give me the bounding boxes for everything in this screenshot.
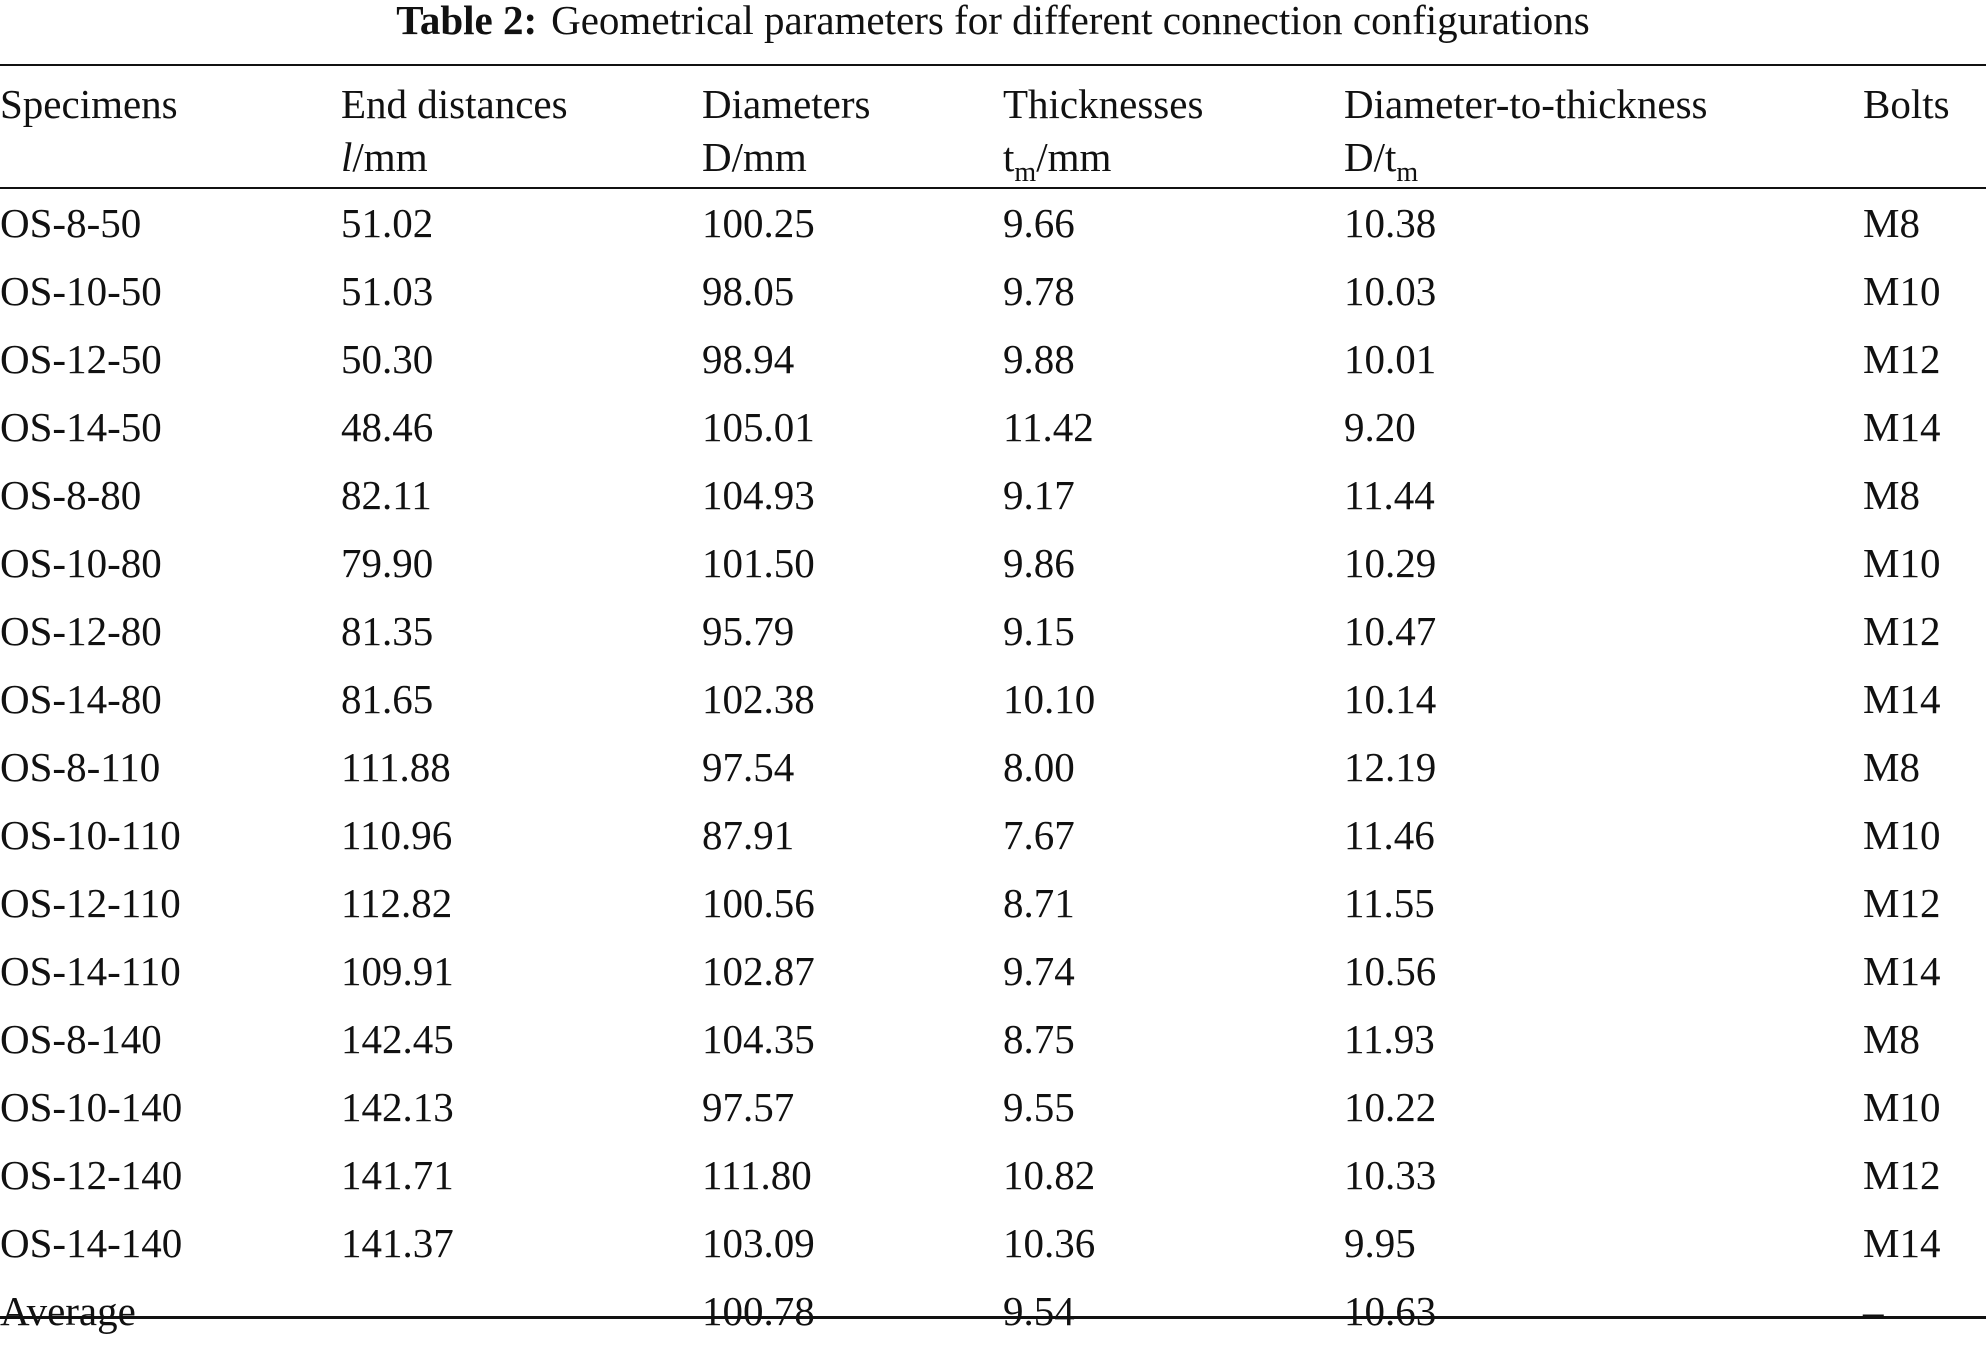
cell-bolt: M12 xyxy=(1863,336,1941,382)
cell-bolt: M12 xyxy=(1863,608,1941,654)
cell-specimen: OS-10-80 xyxy=(0,540,162,586)
cell-diameter-to-thickness: 11.44 xyxy=(1344,472,1435,518)
cell-diameter: 98.94 xyxy=(702,336,795,382)
cell-diameter-to-thickness: 9.20 xyxy=(1344,404,1416,450)
cell-specimen: OS-12-50 xyxy=(0,336,162,382)
cell-thickness: 9.54 xyxy=(1003,1288,1075,1334)
cell-specimen: OS-10-110 xyxy=(0,812,181,858)
cell-thickness: 8.00 xyxy=(1003,744,1075,790)
cell-diameter-to-thickness: 10.14 xyxy=(1344,676,1437,722)
cell-diameter-to-thickness: 10.63 xyxy=(1344,1288,1437,1334)
header-subscript: m xyxy=(1014,157,1037,188)
table-caption-text: Geometrical parameters for different connection configurations xyxy=(551,0,1590,43)
cell-thickness: 8.75 xyxy=(1003,1016,1075,1062)
header-line1: Thicknesses xyxy=(1003,81,1204,127)
table-row xyxy=(0,325,1986,393)
table-row xyxy=(0,461,1986,529)
table-row xyxy=(0,937,1986,1005)
cell-bolt: M14 xyxy=(1863,404,1941,450)
cell-end-distance: 142.45 xyxy=(341,1016,454,1062)
table-row xyxy=(0,665,1986,733)
table-caption xyxy=(0,0,1986,43)
cell-end-distance: 51.02 xyxy=(341,200,434,246)
cell-diameter: 111.80 xyxy=(702,1152,812,1198)
cell-diameter: 87.91 xyxy=(702,812,795,858)
table-row xyxy=(0,1141,1986,1209)
table-row xyxy=(0,869,1986,937)
header-subscript: m xyxy=(1396,157,1419,188)
table-row xyxy=(0,597,1986,665)
table-row xyxy=(0,733,1986,801)
cell-bolt: M14 xyxy=(1863,948,1941,994)
cell-specimen: Average xyxy=(0,1288,136,1334)
cell-bolt: M8 xyxy=(1863,200,1920,246)
cell-end-distance: 48.46 xyxy=(341,404,434,450)
cell-end-distance: 50.30 xyxy=(341,336,434,382)
table-row xyxy=(0,1073,1986,1141)
header-line2 xyxy=(1344,131,1863,189)
cell-specimen: OS-10-140 xyxy=(0,1084,183,1130)
table-row xyxy=(0,393,1986,461)
cell-thickness: 9.74 xyxy=(1003,948,1075,994)
header-specimens xyxy=(0,78,341,189)
cell-thickness: 7.67 xyxy=(1003,812,1075,858)
cell-diameter: 97.54 xyxy=(702,744,795,790)
cell-bolt: M10 xyxy=(1863,540,1941,586)
cell-thickness: 9.88 xyxy=(1003,336,1075,382)
cell-diameter: 104.93 xyxy=(702,472,815,518)
cell-specimen: OS-14-140 xyxy=(0,1220,183,1266)
header-thicknesses xyxy=(1003,78,1344,189)
cell-thickness: 9.55 xyxy=(1003,1084,1075,1130)
cell-diameter: 100.25 xyxy=(702,200,815,246)
cell-diameter: 102.38 xyxy=(702,676,815,722)
header-symbol: l xyxy=(341,134,353,180)
cell-thickness: 8.71 xyxy=(1003,880,1075,926)
cell-end-distance: 141.71 xyxy=(341,1152,454,1198)
cell-end-distance: 110.96 xyxy=(341,812,453,858)
cell-thickness: 9.15 xyxy=(1003,608,1075,654)
table-top-rule xyxy=(0,64,1986,66)
cell-end-distance: 82.11 xyxy=(341,472,432,518)
cell-specimen: OS-12-140 xyxy=(0,1152,183,1198)
header-end-distances xyxy=(341,78,702,189)
header-bolts xyxy=(1863,78,1986,189)
cell-bolt: M8 xyxy=(1863,1016,1920,1062)
cell-diameter-to-thickness: 10.03 xyxy=(1344,268,1437,314)
cell-bolt: M10 xyxy=(1863,812,1941,858)
header-line1: Diameter-to-thickness xyxy=(1344,81,1708,127)
cell-specimen: OS-12-80 xyxy=(0,608,162,654)
table-row xyxy=(0,1005,1986,1073)
cell-diameter-to-thickness: 11.93 xyxy=(1344,1016,1435,1062)
cell-end-distance: 81.35 xyxy=(341,608,434,654)
cell-diameter-to-thickness: 10.47 xyxy=(1344,608,1437,654)
header-line2 xyxy=(341,131,702,184)
cell-end-distance: 109.91 xyxy=(341,948,454,994)
cell-diameter-to-thickness: 10.38 xyxy=(1344,200,1437,246)
cell-specimen: OS-12-110 xyxy=(0,880,181,926)
header-diameter-to-thickness xyxy=(1344,78,1863,189)
cell-thickness: 11.42 xyxy=(1003,404,1094,450)
cell-specimen: OS-10-50 xyxy=(0,268,162,314)
cell-diameter-to-thickness: 10.01 xyxy=(1344,336,1437,382)
table-header-row xyxy=(0,78,1986,189)
parameters-table xyxy=(0,78,1986,1345)
cell-thickness: 9.78 xyxy=(1003,268,1075,314)
table-row xyxy=(0,529,1986,597)
cell-end-distance xyxy=(341,1277,702,1345)
cell-end-distance: 51.03 xyxy=(341,268,434,314)
cell-diameter: 104.35 xyxy=(702,1016,815,1062)
table-row xyxy=(0,801,1986,869)
header-diameters xyxy=(702,78,1003,189)
cell-thickness: 9.66 xyxy=(1003,200,1075,246)
header-unit: /mm xyxy=(352,134,428,180)
cell-bolt: M12 xyxy=(1863,1152,1941,1198)
cell-end-distance: 141.37 xyxy=(341,1220,454,1266)
header-line1: Diameters xyxy=(702,81,871,127)
cell-end-distance: 81.65 xyxy=(341,676,434,722)
header-line2 xyxy=(1003,131,1344,189)
cell-diameter-to-thickness: 10.29 xyxy=(1344,540,1437,586)
table-row xyxy=(0,189,1986,257)
cell-end-distance: 112.82 xyxy=(341,880,453,926)
cell-specimen: OS-14-50 xyxy=(0,404,162,450)
cell-bolt: M8 xyxy=(1863,472,1920,518)
header-symbol: t xyxy=(1003,134,1015,180)
table-body xyxy=(0,189,1986,1345)
table-caption-label: Table 2: xyxy=(396,0,538,43)
cell-diameter: 101.50 xyxy=(702,540,815,586)
header-unit: /mm xyxy=(1036,134,1112,180)
cell-diameter: 98.05 xyxy=(702,268,795,314)
cell-diameter: 105.01 xyxy=(702,404,815,450)
cell-end-distance: 142.13 xyxy=(341,1084,454,1130)
table-row xyxy=(0,1277,1986,1345)
cell-diameter: 100.78 xyxy=(702,1288,815,1334)
table-row xyxy=(0,257,1986,325)
cell-bolt: M12 xyxy=(1863,880,1941,926)
header-line2: D/mm xyxy=(702,134,807,180)
cell-bolt: M14 xyxy=(1863,1220,1941,1266)
cell-thickness: 10.36 xyxy=(1003,1220,1096,1266)
cell-end-distance: 111.88 xyxy=(341,744,451,790)
cell-thickness: 10.10 xyxy=(1003,676,1096,722)
header-line1: End distances xyxy=(341,81,568,127)
table-row xyxy=(0,1209,1986,1277)
cell-specimen: OS-8-140 xyxy=(0,1016,162,1062)
cell-specimen: OS-14-80 xyxy=(0,676,162,722)
cell-diameter-to-thickness: 11.55 xyxy=(1344,880,1435,926)
cell-specimen: OS-14-110 xyxy=(0,948,181,994)
cell-diameter: 103.09 xyxy=(702,1220,815,1266)
cell-bolt: M10 xyxy=(1863,1084,1941,1130)
cell-thickness: 10.82 xyxy=(1003,1152,1096,1198)
cell-diameter-to-thickness: 9.95 xyxy=(1344,1220,1416,1266)
cell-diameter: 100.56 xyxy=(702,880,815,926)
cell-end-distance: 79.90 xyxy=(341,540,434,586)
cell-diameter-to-thickness: 10.33 xyxy=(1344,1152,1437,1198)
cell-bolt: M8 xyxy=(1863,744,1920,790)
header-line1: Bolts xyxy=(1863,81,1950,127)
cell-diameter-to-thickness: 10.22 xyxy=(1344,1084,1437,1130)
cell-thickness: 9.86 xyxy=(1003,540,1075,586)
cell-diameter: 97.57 xyxy=(702,1084,795,1130)
cell-thickness: 9.17 xyxy=(1003,472,1075,518)
cell-bolt: M14 xyxy=(1863,676,1941,722)
cell-diameter-to-thickness: 10.56 xyxy=(1344,948,1437,994)
cell-diameter-to-thickness: 12.19 xyxy=(1344,744,1437,790)
cell-diameter-to-thickness: 11.46 xyxy=(1344,812,1435,858)
cell-specimen: OS-8-110 xyxy=(0,744,161,790)
header-symbol: D/t xyxy=(1344,134,1397,180)
cell-bolt: M10 xyxy=(1863,268,1941,314)
header-line1: Specimens xyxy=(0,81,178,127)
cell-diameter: 95.79 xyxy=(702,608,795,654)
cell-specimen: OS-8-50 xyxy=(0,200,142,246)
cell-bolt: – xyxy=(1863,1288,1884,1334)
cell-diameter: 102.87 xyxy=(702,948,815,994)
cell-specimen: OS-8-80 xyxy=(0,472,142,518)
